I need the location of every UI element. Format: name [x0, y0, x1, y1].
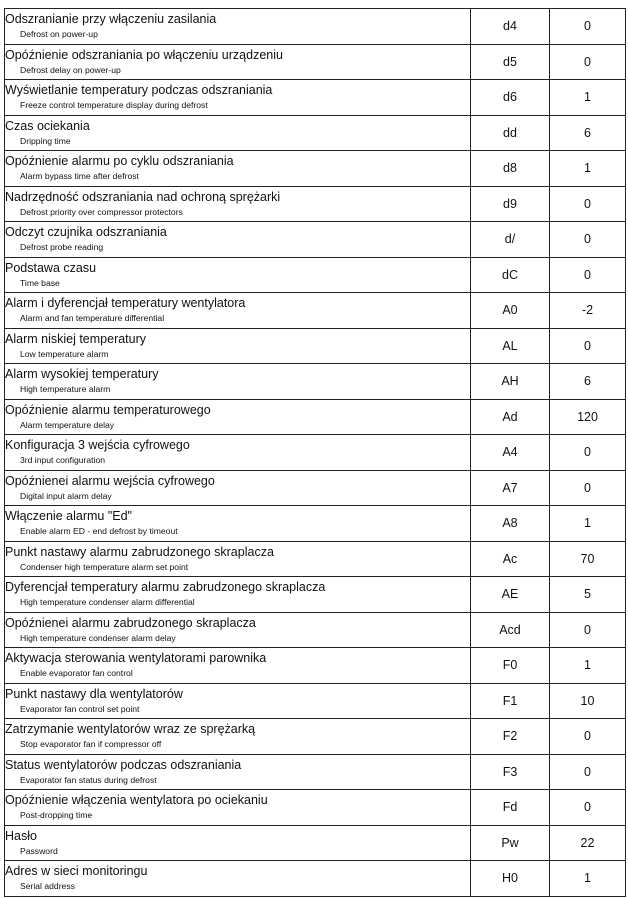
parameter-description	[5, 790, 471, 826]
parameter-description	[5, 541, 471, 577]
table-row	[5, 577, 626, 613]
parameter-value: 1	[550, 648, 626, 684]
description-polish: Opóźnienie alarmu temperaturowego	[5, 402, 211, 417]
parameter-code: dC	[471, 257, 550, 293]
parameter-description	[5, 825, 471, 861]
table-row	[5, 683, 626, 719]
description-english: Condenser high temperature alarm set point	[20, 561, 189, 572]
parameter-code: d/	[471, 222, 550, 258]
parameter-code: H0	[471, 861, 550, 897]
description-english: Defrost probe reading	[20, 242, 104, 253]
parameter-description	[5, 257, 471, 293]
parameter-code: Pw	[471, 825, 550, 861]
parameter-table	[4, 8, 626, 897]
parameter-value: 5	[550, 577, 626, 613]
parameter-description	[5, 754, 471, 790]
parameter-code: Ac	[471, 541, 550, 577]
parameter-value: 6	[550, 115, 626, 151]
parameter-description	[5, 151, 471, 187]
table-row	[5, 293, 626, 329]
table-row	[5, 541, 626, 577]
parameter-code: Ad	[471, 399, 550, 435]
description-english: High temperature condenser alarm delay	[20, 632, 176, 643]
table-row	[5, 399, 626, 435]
parameter-value: 0	[550, 612, 626, 648]
table-row	[5, 506, 626, 542]
description-polish: Odszranianie przy włączeniu zasilania	[5, 12, 217, 27]
parameter-value: 0	[550, 257, 626, 293]
description-english: Serial address	[20, 881, 75, 892]
parameter-code: A8	[471, 506, 550, 542]
description-polish: Opóźnienei alarmu wejścia cyfrowego	[5, 473, 215, 488]
description-english: Post-dropping time	[20, 810, 93, 821]
table-row	[5, 80, 626, 116]
table-row	[5, 825, 626, 861]
parameter-value: 1	[550, 80, 626, 116]
parameter-description	[5, 506, 471, 542]
description-polish: Włączenie alarmu "Ed"	[5, 509, 132, 524]
description-english: Defrost on power-up	[20, 29, 98, 40]
parameter-code: d4	[471, 9, 550, 45]
description-polish: Podstawa czasu	[5, 260, 97, 275]
description-english: Freeze control temperature display during defrost	[20, 100, 208, 111]
description-english: Alarm temperature delay	[20, 419, 115, 430]
table-row	[5, 9, 626, 45]
parameter-code: d5	[471, 44, 550, 80]
table-row	[5, 648, 626, 684]
description-english: Low temperature alarm	[20, 348, 109, 359]
parameter-value: 0	[550, 9, 626, 45]
parameter-value: 0	[550, 790, 626, 826]
parameter-value: 1	[550, 151, 626, 187]
table-row	[5, 754, 626, 790]
parameter-value: 0	[550, 44, 626, 80]
description-english: Password	[20, 845, 58, 856]
parameter-value: 22	[550, 825, 626, 861]
table-row	[5, 222, 626, 258]
description-polish: Opóźnienie alarmu po cyklu odszraniania	[5, 154, 234, 169]
parameter-code: dd	[471, 115, 550, 151]
parameter-description	[5, 115, 471, 151]
parameter-value: 0	[550, 754, 626, 790]
description-english: Evaporator fan control set point	[20, 703, 140, 714]
description-polish: Zatrzymanie wentylatorów wraz ze sprężarką	[5, 722, 256, 737]
description-polish: Hasło	[5, 828, 37, 843]
parameter-value: 0	[550, 186, 626, 222]
parameter-description	[5, 719, 471, 755]
parameter-code: A7	[471, 470, 550, 506]
parameter-code: A4	[471, 435, 550, 471]
parameter-description	[5, 186, 471, 222]
parameter-description	[5, 683, 471, 719]
parameter-value: -2	[550, 293, 626, 329]
parameter-description	[5, 293, 471, 329]
table-row	[5, 719, 626, 755]
table-row	[5, 790, 626, 826]
description-polish: Opóźnienie włączenia wentylatora po ociekaniu	[5, 793, 268, 808]
description-english: Evaporator fan status during defrost	[20, 774, 157, 785]
description-english: Digital input alarm delay	[20, 490, 112, 501]
parameter-description	[5, 470, 471, 506]
parameter-code: d6	[471, 80, 550, 116]
parameter-code: AL	[471, 328, 550, 364]
parameter-table-body	[5, 9, 626, 897]
parameter-code: Acd	[471, 612, 550, 648]
parameter-value: 70	[550, 541, 626, 577]
parameter-code: F0	[471, 648, 550, 684]
description-polish: Opóźnienie odszraniania po włączeniu urządzeniu	[5, 47, 283, 62]
parameter-value: 0	[550, 719, 626, 755]
description-english: Time base	[20, 277, 60, 288]
parameter-description	[5, 399, 471, 435]
table-row	[5, 257, 626, 293]
description-polish: Dyferencjał temperatury alarmu zabrudzonego skraplacza	[5, 580, 326, 595]
description-polish: Konfiguracja 3 wejścia cyfrowego	[5, 438, 190, 453]
parameter-value: 0	[550, 328, 626, 364]
table-row	[5, 612, 626, 648]
description-english: Stop evaporator fan if compressor off	[20, 739, 162, 750]
parameter-code: d8	[471, 151, 550, 187]
description-english: Alarm and fan temperature differential	[20, 313, 165, 324]
parameter-description	[5, 435, 471, 471]
description-polish: Status wentylatorów podczas odszraniania	[5, 757, 242, 772]
parameter-value: 1	[550, 506, 626, 542]
parameter-code: AH	[471, 364, 550, 400]
parameter-value: 0	[550, 470, 626, 506]
parameter-value: 1	[550, 861, 626, 897]
parameter-code: F3	[471, 754, 550, 790]
parameter-description	[5, 612, 471, 648]
description-english: Defrost priority over compressor protectors	[20, 206, 183, 217]
parameter-value: 10	[550, 683, 626, 719]
table-row	[5, 328, 626, 364]
description-polish: Czas ociekania	[5, 118, 90, 133]
description-english: Enable alarm ED - end defrost by timeout	[20, 526, 178, 537]
description-polish: Alarm niskiej temperatury	[5, 331, 147, 346]
table-row	[5, 115, 626, 151]
table-row	[5, 186, 626, 222]
table-row	[5, 470, 626, 506]
description-polish: Odczyt czujnika odszraniania	[5, 225, 167, 240]
description-polish: Punkt nastawy alarmu zabrudzonego skraplacza	[5, 544, 274, 559]
parameter-description	[5, 328, 471, 364]
parameter-description	[5, 364, 471, 400]
parameter-code: d9	[471, 186, 550, 222]
description-polish: Nadrzędność odszraniania nad ochroną sprężarki	[5, 189, 281, 204]
parameter-code: F1	[471, 683, 550, 719]
parameter-description	[5, 44, 471, 80]
description-polish: Alarm wysokiej temperatury	[5, 367, 159, 382]
parameter-description	[5, 80, 471, 116]
description-english: Alarm bypass time after defrost	[20, 171, 139, 182]
parameter-description	[5, 577, 471, 613]
description-polish: Adres w sieci monitoringu	[5, 864, 148, 879]
table-row	[5, 364, 626, 400]
parameter-code: A0	[471, 293, 550, 329]
parameter-code: AE	[471, 577, 550, 613]
table-row	[5, 44, 626, 80]
description-english: Defrost delay on power-up	[20, 64, 121, 75]
parameter-description	[5, 222, 471, 258]
description-polish: Aktywacja sterowania wentylatorami parownika	[5, 651, 267, 666]
parameter-value: 6	[550, 364, 626, 400]
table-row	[5, 151, 626, 187]
description-polish: Alarm i dyferencjał temperatury wentylatora	[5, 296, 246, 311]
table-row	[5, 435, 626, 471]
parameter-value: 0	[550, 222, 626, 258]
parameter-description	[5, 648, 471, 684]
description-english: Dripping time	[20, 135, 71, 146]
parameter-description	[5, 861, 471, 897]
description-english: High temperature alarm	[20, 384, 111, 395]
description-english: Enable evaporator fan control	[20, 668, 133, 679]
parameter-code: F2	[471, 719, 550, 755]
parameter-description	[5, 9, 471, 45]
table-row	[5, 861, 626, 897]
description-polish: Opóźnienei alarmu zabrudzonego skraplacza	[5, 615, 256, 630]
description-polish: Punkt nastawy dla wentylatorów	[5, 686, 183, 701]
parameter-value: 0	[550, 435, 626, 471]
description-english: 3rd input configuration	[20, 455, 106, 466]
description-polish: Wyświetlanie temperatury podczas odszraniania	[5, 83, 273, 98]
parameter-value: 120	[550, 399, 626, 435]
parameter-code: Fd	[471, 790, 550, 826]
description-english: High temperature condenser alarm differential	[20, 597, 195, 608]
